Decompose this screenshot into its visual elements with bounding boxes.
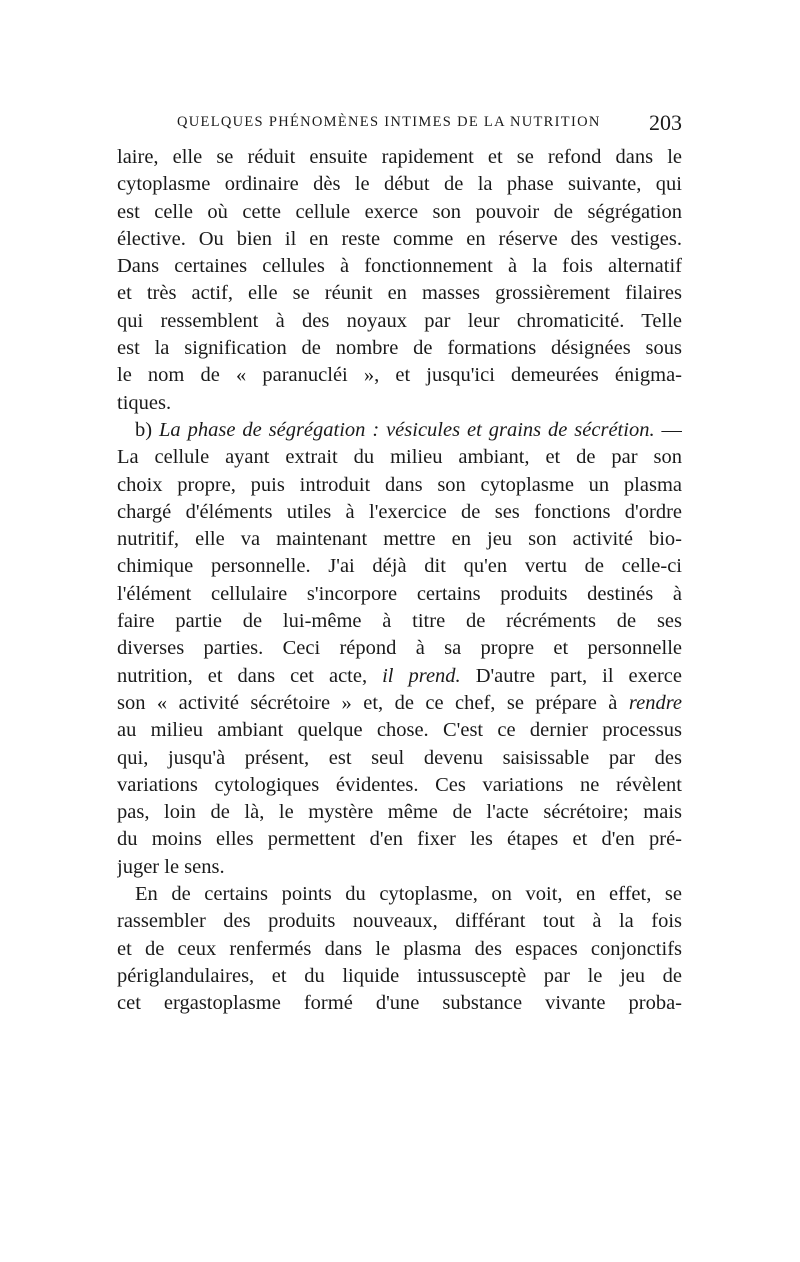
section-heading-line — [117, 417, 682, 444]
text-line: qui, jusqu'à présent, est seul devenu saisissable par des — [117, 746, 682, 769]
text-line: laire, elle se réduit ensuite rapidement et se refond dans le — [117, 146, 682, 168]
italic-word: rendre — [628, 691, 682, 714]
body-text — [117, 144, 682, 1018]
text-line: qui ressemblent à des noyaux par leur chromaticité. Telle — [117, 309, 682, 332]
text-line: rassembler des produits nouveaux, différant tout à la fois — [117, 910, 682, 933]
running-title: QUELQUES PHÉNOMÈNES INTIMES DE LA NUTRITION — [177, 114, 601, 130]
page-header — [117, 110, 682, 144]
text-line: le nom de « paranucléi », et jusqu'ici demeurées énigma- — [117, 364, 682, 387]
text-line: et de ceux renfermés dans le plasma des espaces conjonctifs — [117, 937, 682, 960]
text-line: pas, loin de là, le mystère même de l'acte sécrétoire; mais — [117, 801, 682, 824]
paragraph-continuation — [117, 144, 682, 417]
text-line: l'élément cellulaire s'incorpore certains produits destinés à — [117, 582, 682, 605]
text-line: En de certains points du cytoplasme, on voit, en effet, se — [135, 883, 682, 906]
text-line: chimique personnelle. J'ai déjà dit qu'en vertu de celle-ci — [117, 555, 682, 578]
text-line-with-italic — [117, 690, 682, 717]
em-dash: — — [661, 418, 682, 441]
paragraph — [117, 881, 682, 1017]
text-segment: nutrition, et dans cet acte, — [117, 664, 368, 687]
text-line: variations cytologiques évidentes. Ces variations ne révèlent — [117, 773, 682, 796]
text-line: au milieu ambiant quelque chose. C'est ce dernier processus — [117, 719, 682, 742]
page-number: 203 — [649, 110, 682, 135]
section-b-paragraph — [117, 417, 682, 881]
text-line: périglandulaires, et du liquide intussusceptè par le jeu de — [117, 964, 682, 987]
book-page — [117, 110, 682, 1018]
text-line: cytoplasme ordinaire dès le début de la phase suivante, qui — [117, 173, 682, 196]
text-line: élective. Ou bien il en reste comme en réserve des vestiges. — [117, 227, 682, 250]
section-title: La phase de ségrégation : vésicules et grains de sécrétion. — [159, 418, 655, 441]
text-line: cet ergastoplasme formé d'une substance vivante proba- — [117, 992, 682, 1015]
text-line: est la signification de nombre de formations désignées sous — [117, 337, 682, 360]
text-line: choix propre, puis introduit dans son cytoplasme un plasma — [117, 473, 682, 496]
text-line: et très actif, elle se réunit en masses grossièrement filaires — [117, 282, 682, 305]
text-segment: D'autre part, il exerce — [475, 664, 682, 687]
text-line: Dans certaines cellules à fonctionnement à la fois alternatif — [117, 255, 682, 278]
text-line: tiques. — [117, 391, 172, 414]
text-segment: son « activité sécrétoire » et, de ce chef, se prépare à — [117, 691, 618, 714]
text-line-with-italic — [117, 663, 682, 690]
text-line: La cellule ayant extrait du milieu ambiant, et de par son — [117, 446, 682, 469]
text-line: juger le sens. — [117, 855, 225, 878]
text-line: chargé d'éléments utiles à l'exercice de ses fonctions d'ordre — [117, 500, 682, 523]
italic-phrase: il prend. — [382, 664, 461, 687]
text-line: du moins elles permettent d'en fixer les étapes et d'en pré- — [117, 828, 682, 851]
section-label: b) — [135, 418, 153, 441]
text-line: nutritif, elle va maintenant mettre en jeu son activité bio- — [117, 528, 682, 551]
text-line: est celle où cette cellule exerce son pouvoir de ségrégation — [117, 200, 682, 223]
text-line: diverses parties. Ceci répond à sa propre et personnelle — [117, 637, 682, 660]
text-line: faire partie de lui-même à titre de récréments de ses — [117, 610, 682, 633]
